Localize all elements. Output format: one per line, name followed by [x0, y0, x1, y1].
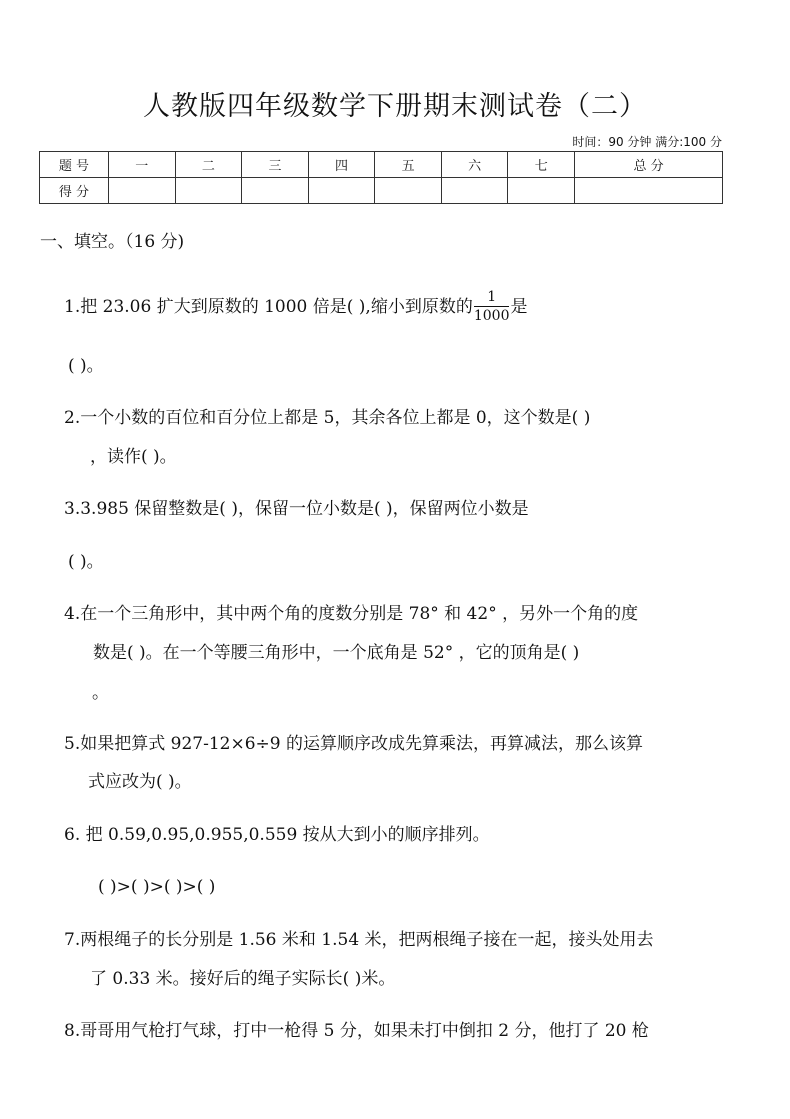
score-cell[interactable] — [308, 178, 375, 204]
question-5: 5.如果把算式 927-12×6÷9 的运算顺序改成先算乘法，再算减法，那么该算 — [64, 734, 643, 754]
question-8: 8.哥哥用气枪打气球，打中一枪得 5 分，如果未打中倒扣 2 分，他打了 20 枪 — [64, 1021, 649, 1041]
score-row-label: 得 分 — [40, 178, 109, 204]
score-table-header-cell: 四 — [308, 152, 375, 178]
score-table-header-cell: 七 — [508, 152, 575, 178]
score-cell[interactable] — [242, 178, 309, 204]
question-6-line-2: ( )>( )>( )>( ) — [98, 877, 216, 897]
question-1 — [64, 289, 527, 326]
question-2-line-2: ，读作( )。 — [90, 447, 177, 467]
score-cell[interactable] — [109, 178, 176, 204]
question-text: 是 — [510, 297, 528, 317]
question-4: 4.在一个三角形中，其中两个角的度数分别是 78° 和 42° ，另外一个角的度 — [64, 604, 639, 624]
question-1-line-2: ( )。 — [68, 356, 104, 376]
score-cell[interactable] — [441, 178, 508, 204]
score-cell[interactable] — [175, 178, 242, 204]
question-3-line-2: ( )。 — [68, 552, 104, 572]
section-heading: 一、填空。（16 分) — [40, 232, 185, 252]
score-table-header-cell: 二 — [175, 152, 242, 178]
score-cell[interactable] — [375, 178, 442, 204]
score-table — [39, 151, 723, 204]
time-and-score-info: 时间：90 分钟 满分:100 分 — [572, 135, 722, 149]
fraction-numerator: 1 — [474, 288, 510, 307]
question-4-line-2: 数是( )。在一个等腰三角形中，一个底角是 52° ，它的顶角是( ) — [93, 643, 580, 663]
score-cell[interactable] — [508, 178, 575, 204]
question-6: 6. 把 0.59,0.95,0.955,0.559 按从大到小的顺序排列。 — [64, 825, 490, 845]
exam-title: 人教版四年级数学下册期末测试卷（二） — [143, 91, 647, 122]
score-table-header-row — [40, 152, 723, 178]
fraction-denominator: 1000 — [473, 308, 510, 324]
question-7-line-2: 了 0.33 米。接好后的绳子实际长( )米。 — [90, 969, 396, 989]
question-7: 7.两根绳子的长分别是 1.56 米和 1.54 米，把两根绳子接在一起，接头处用去 — [64, 930, 654, 950]
fraction — [474, 288, 510, 325]
score-table-header-cell: 题 号 — [40, 152, 109, 178]
question-2: 2.一个小数的百位和百分位上都是 5，其余各位上都是 0，这个数是( ) — [64, 408, 591, 428]
score-table-score-row — [40, 178, 723, 204]
score-table-header-cell: 总 分 — [575, 152, 723, 178]
question-text: 1.把 23.06 扩大到原数的 1000 倍是( ),缩小到原数的 — [64, 297, 473, 317]
score-table-header-cell: 一 — [109, 152, 176, 178]
question-4-line-3: 。 — [92, 683, 109, 703]
score-table-header-cell: 六 — [441, 152, 508, 178]
score-table-header-cell: 三 — [242, 152, 309, 178]
score-cell[interactable] — [575, 178, 723, 204]
score-table-header-cell: 五 — [375, 152, 442, 178]
question-3: 3.3.985 保留整数是( )，保留一位小数是( )，保留两位小数是 — [64, 499, 529, 519]
question-5-line-2: 式应改为( )。 — [88, 772, 192, 792]
